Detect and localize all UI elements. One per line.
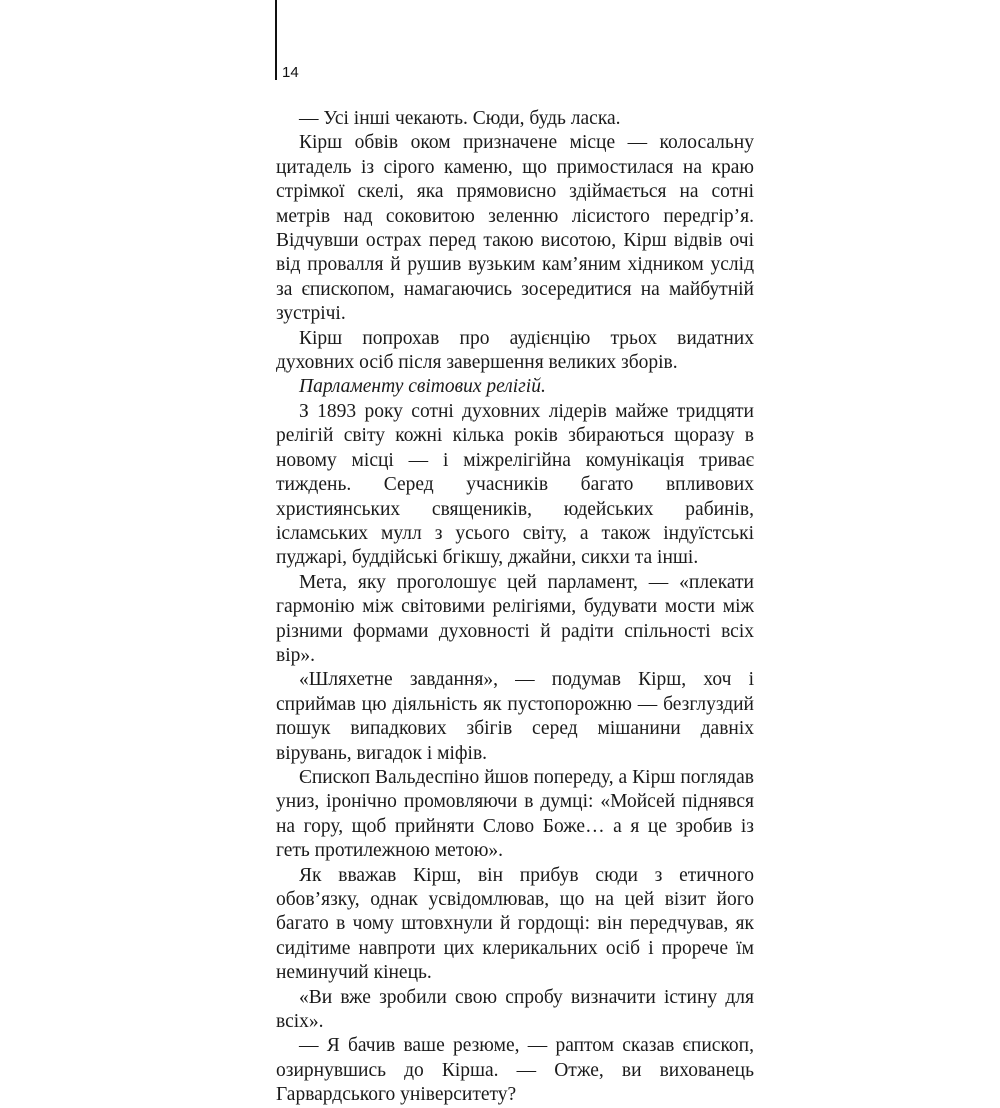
paragraph: «Ви вже зробили свою спробу визначити істину для всіх». xyxy=(276,986,754,1033)
paragraph: Як вважав Кірш, він прибув сюди з етичного обов’язку, однак усвідомлював, що на цей візит його багато в чому штовхнули й гордощі: він передчував, як сидітиме навпроти цих клерикальних осіб і прорече їм неминучий кінець. xyxy=(276,864,754,984)
body-text xyxy=(276,107,754,1108)
paragraph: Кірш обвів оком призначене місце — колосальну цитадель із сірого каменю, що примостилася на краю стрімкої скелі, яка прямовисно здіймається на сотні метрів над соковитою зеленню лісистого передгір’я. Відчувши острах перед такою висотою, Кірш відвів очі від провалля й рушив вузьким кам’яним хідником услід за єпископом, намагаючись зосередитися на майбутній зустрічі. xyxy=(276,132,754,325)
italic-paragraph: Парламенту світових релігій. xyxy=(299,376,546,398)
paragraph: З 1893 року сотні духовних лідерів майже тридцяти релігій світу кожні кілька років збираються щоразу в новому місці — і міжрелігійна комунікація триває тиждень. Серед учасників багато впливових християнських священиків, юдейських рабинів, ісламських мулл з усього світу, а також індуїстські пуджарі, буддійські бгікшу, джайни, сикхи та інші. xyxy=(276,400,754,569)
paragraph: Кірш попрохав про аудієнцію трьох видатних духовних осіб після завершення великих зборів. xyxy=(276,327,754,374)
paragraph: Єпископ Вальдеспіно йшов попереду, а Кірш поглядав униз, іронічно промовляючи в думці: «Мойсей піднявся на гору, щоб прийняти Слово Боже… а я це зробив із геть протилежною метою». xyxy=(276,766,754,862)
paragraph: «Шляхетне завдання», — подумав Кірш, хоч і сприймав цю діяльність як пустопорожню — безглуздий пошук випадкових збігів серед мішанини давніх вірувань, вигадок і міфів. xyxy=(276,669,754,764)
paragraph: — Я бачив ваше резюме, — раптом сказав єпископ, озирнувшись до Кірша. — Отже, ви вихованець Гарвардського університету? xyxy=(276,1035,754,1106)
margin-rule xyxy=(275,0,277,80)
page-number: 14 xyxy=(282,64,299,81)
paragraph: — Усі інші чекають. Сюди, будь ласка. xyxy=(299,108,621,129)
paragraph: Мета, яку проголошує цей парламент, — «плекати гармонію між світовими релігіями, будувати мости між різними формами духовності й радіти спільності всіх вір». xyxy=(276,571,754,666)
